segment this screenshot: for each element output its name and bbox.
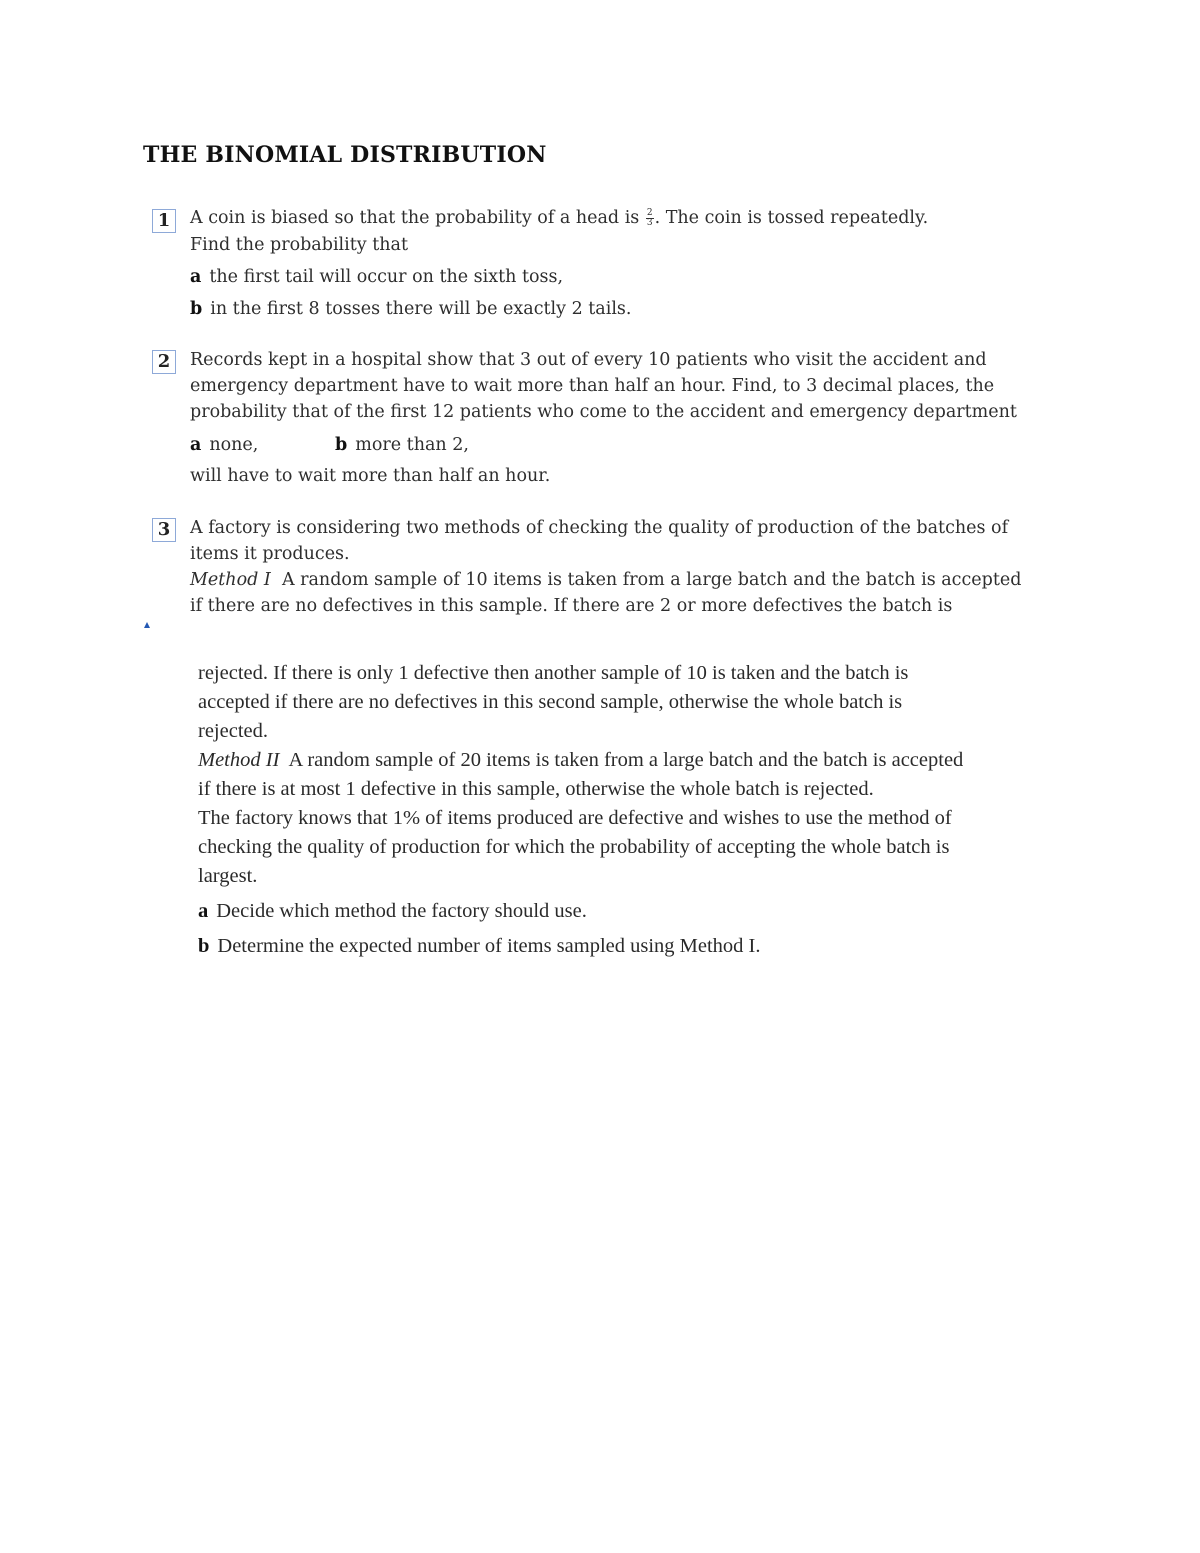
question-number-3: 3 [152,518,176,542]
fraction-denominator: 3 [646,218,653,228]
q2-part-b [335,435,469,455]
part-label: b [335,435,348,455]
q2-line-4: will have to wait more than half an hour. [190,466,551,486]
method-label: Method I [190,570,271,590]
part-text: in the first 8 tosses there will be exactly 2 tails. [210,299,632,319]
q3-cont-line-2: accepted if there are no defectives in this second sample, otherwise the whole batch is [198,691,903,713]
q2-line-1: Records kept in a hospital show that 3 out of every 10 patients who visit the accident and [190,350,987,370]
part-label: b [190,299,203,319]
question-number-2: 2 [152,350,176,374]
part-text: none, [209,435,259,455]
q3-part-b [198,935,761,958]
q1-line-1-pre: A coin is biased so that the probability of a head is [190,208,645,228]
part-label: a [198,900,209,922]
method-text: A random sample of 10 items is taken from a large batch and the batch is accepted [281,570,1022,590]
method-text: A random sample of 20 items is taken from a large batch and the batch is accepted [288,749,964,771]
q2-line-2: emergency department have to wait more than half an hour. Find, to 3 decimal places, the [190,376,995,396]
part-text: Decide which method the factory should use. [216,900,587,922]
q1-line-2: Find the probability that [190,235,408,255]
q1-line-1-post: . The coin is tossed repeatedly. [654,208,929,228]
q2-line-3: probability that of the first 12 patients who come to the accident and emergency department [190,402,1017,422]
part-text: the first tail will occur on the sixth toss, [209,267,564,287]
fraction-numerator: 2 [646,208,653,218]
part-text: Determine the expected number of items sampled using Method I. [217,935,761,957]
q1-line-1 [190,208,928,228]
part-text: more than 2, [355,435,469,455]
q2-part-a [190,435,258,455]
part-label: b [198,935,210,957]
q3-method1-line-1 [190,570,1021,590]
page-title: THE BINOMIAL DISTRIBUTION [143,142,547,168]
q3-method1-line-2: if there are no defectives in this sample. If there are 2 or more defectives the batch is [190,596,953,616]
q3-know-line-3: largest. [198,865,258,887]
q3-know-line-1: The factory knows that 1% of items produced are defective and wishes to use the method of [198,807,952,829]
page-break-marker-icon [144,622,150,628]
q3-method2-line-2: if there is at most 1 defective in this sample, otherwise the whole batch is rejected. [198,778,874,800]
fraction-two-thirds [646,209,654,228]
q3-method2-line-1 [198,749,963,772]
question-number-1: 1 [152,209,176,233]
q3-know-line-2: checking the quality of production for which the probability of accepting the whole batch is [198,836,950,858]
method-label: Method II [198,749,280,771]
part-label: a [190,267,202,287]
q3-line-1: A factory is considering two methods of checking the quality of production of the batches of [190,518,1009,538]
q3-part-a [198,900,587,923]
part-label: a [190,435,202,455]
q3-cont-line-3: rejected. [198,720,268,742]
q1-part-b [190,299,631,319]
q3-cont-line-1: rejected. If there is only 1 defective then another sample of 10 is taken and the batch is [198,662,909,684]
q1-part-a [190,267,563,287]
q3-line-2: items it produces. [190,544,350,564]
